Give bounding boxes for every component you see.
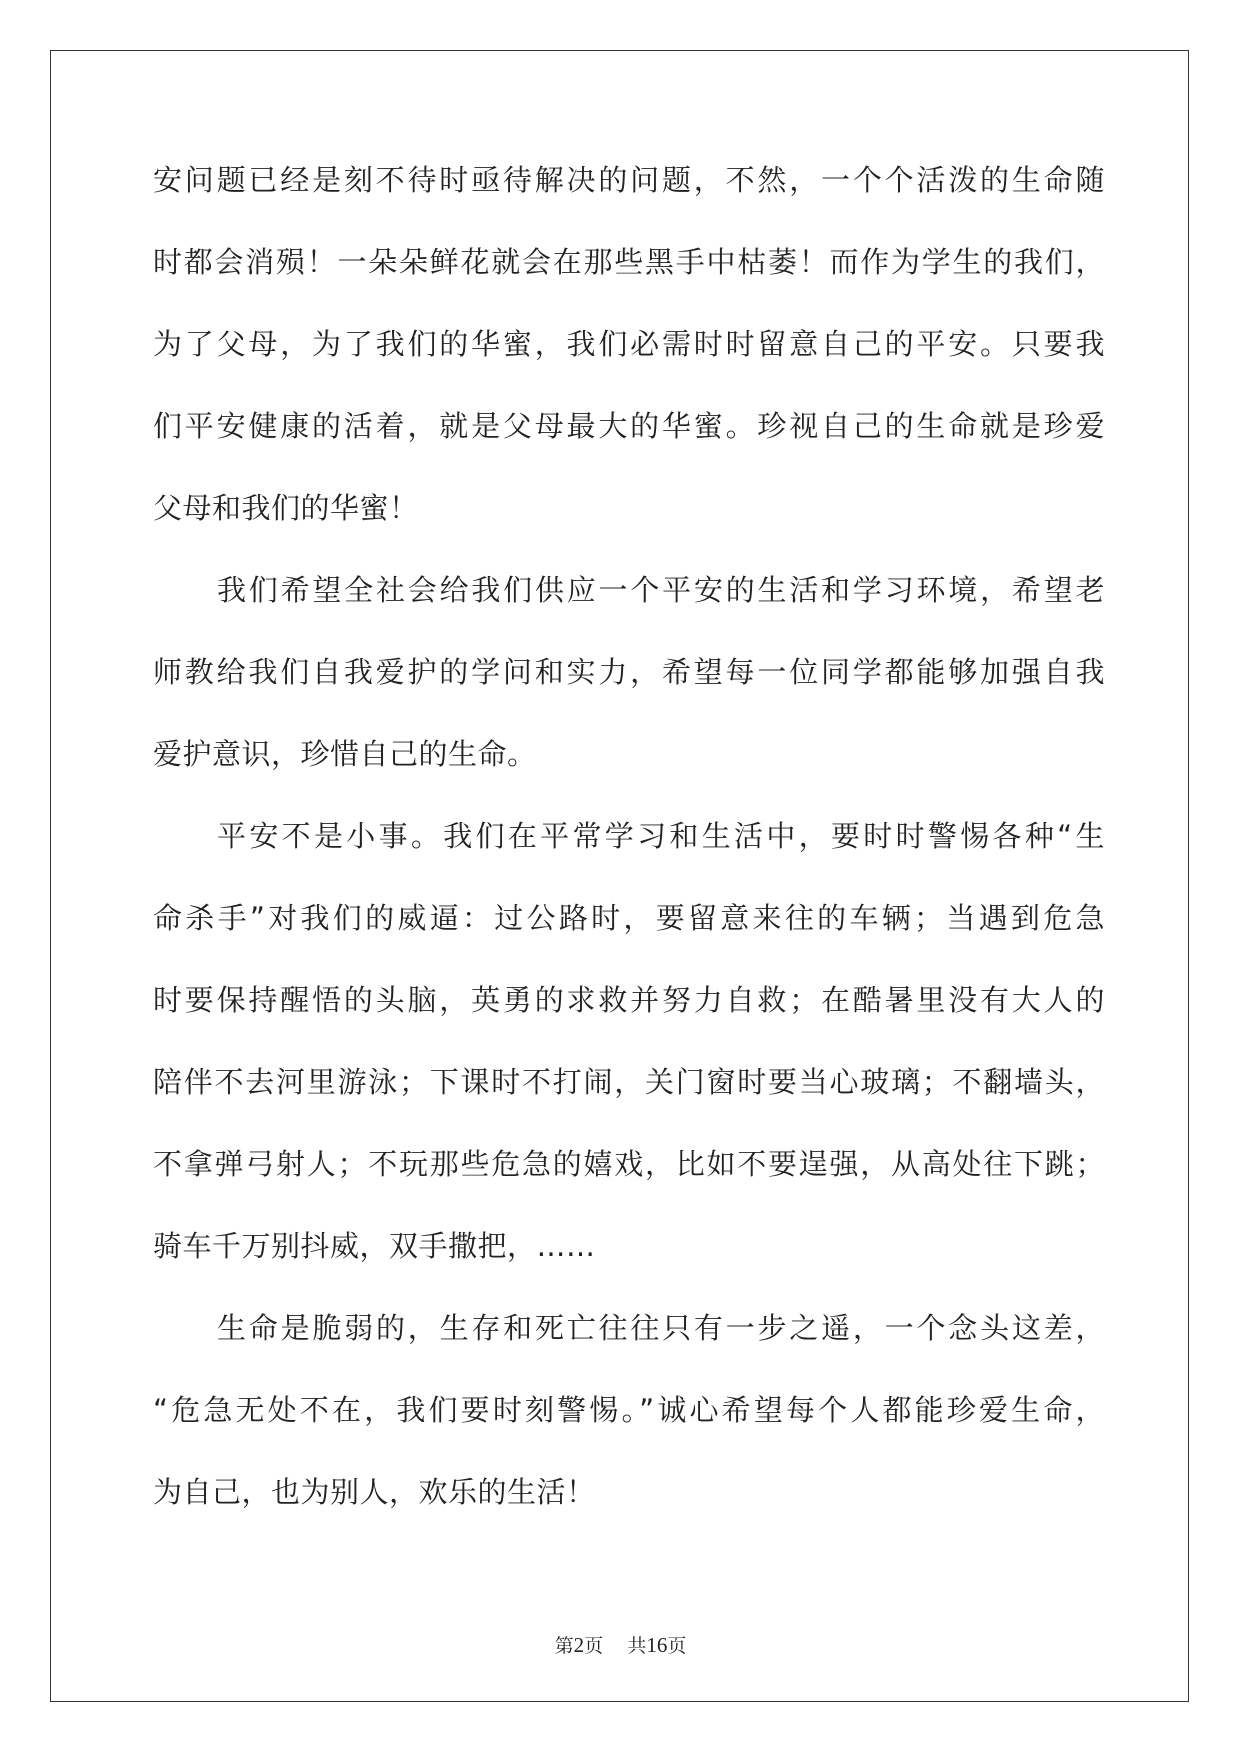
footer-page-suffix: 页 bbox=[584, 1635, 604, 1657]
page-number: 2 bbox=[573, 1633, 585, 1657]
document-body bbox=[153, 160, 1105, 1554]
text-line: 爱护意识，珍惜自己的生命。 bbox=[153, 737, 537, 771]
text-line: 骑车千万别抖威，双手撒把，…… bbox=[153, 1229, 596, 1263]
text-line: 陪伴不去河里游泳；下课时不打闹，关门窗时要当心玻璃；不翻墙头， bbox=[153, 1065, 1105, 1099]
text-line: 不拿弹弓射人；不玩那些危急的嬉戏，比如不要逞强，从高处往下跳； bbox=[153, 1147, 1105, 1181]
paragraph-first-line: 生命是脆弱的，生存和死亡往往只有一步之遥，一个念头这差， bbox=[217, 1311, 1105, 1345]
text-line: 为自己，也为别人，欢乐的生活！ bbox=[153, 1475, 596, 1509]
text-line: 时要保持醒悟的头脑，英勇的求救并努力自救；在酷暑里没有大人的 bbox=[153, 983, 1105, 1017]
text-line: 为了父母，为了我们的华蜜，我们必需时时留意自己的平安。只要我 bbox=[153, 327, 1105, 361]
text-line: 时都会消殒！一朵朵鲜花就会在那些黑手中枯萎！而作为学生的我们， bbox=[153, 245, 1105, 279]
footer-prefix: 第 bbox=[554, 1635, 574, 1657]
footer-total-suffix: 页 bbox=[667, 1635, 687, 1657]
footer-total-prefix: 共 bbox=[627, 1635, 647, 1657]
text-line: 命杀手”对我们的威逼：过公路时，要留意来往的车辆；当遇到危急 bbox=[153, 901, 1105, 935]
text-line: 安问题已经是刻不待时亟待解决的问题，不然，一个个活泼的生命随 bbox=[153, 163, 1105, 197]
page-footer bbox=[0, 1631, 1241, 1658]
text-line: 父母和我们的华蜜！ bbox=[153, 491, 419, 525]
text-line: 师教给我们自我爱护的学问和实力，希望每一位同学都能够加强自我 bbox=[153, 655, 1105, 689]
paragraph-first-line: 平安不是小事。我们在平常学习和生活中，要时时警惕各种“生 bbox=[217, 819, 1105, 853]
text-line: 们平安健康的活着，就是父母最大的华蜜。珍视自己的生命就是珍爱 bbox=[153, 409, 1105, 443]
text-line: “危急无处不在，我们要时刻警惕。”诚心希望每个人都能珍爱生命， bbox=[153, 1393, 1105, 1427]
paragraph-first-line: 我们希望全社会给我们供应一个平安的生活和学习环境，希望老 bbox=[217, 573, 1105, 607]
total-pages: 16 bbox=[646, 1633, 668, 1657]
